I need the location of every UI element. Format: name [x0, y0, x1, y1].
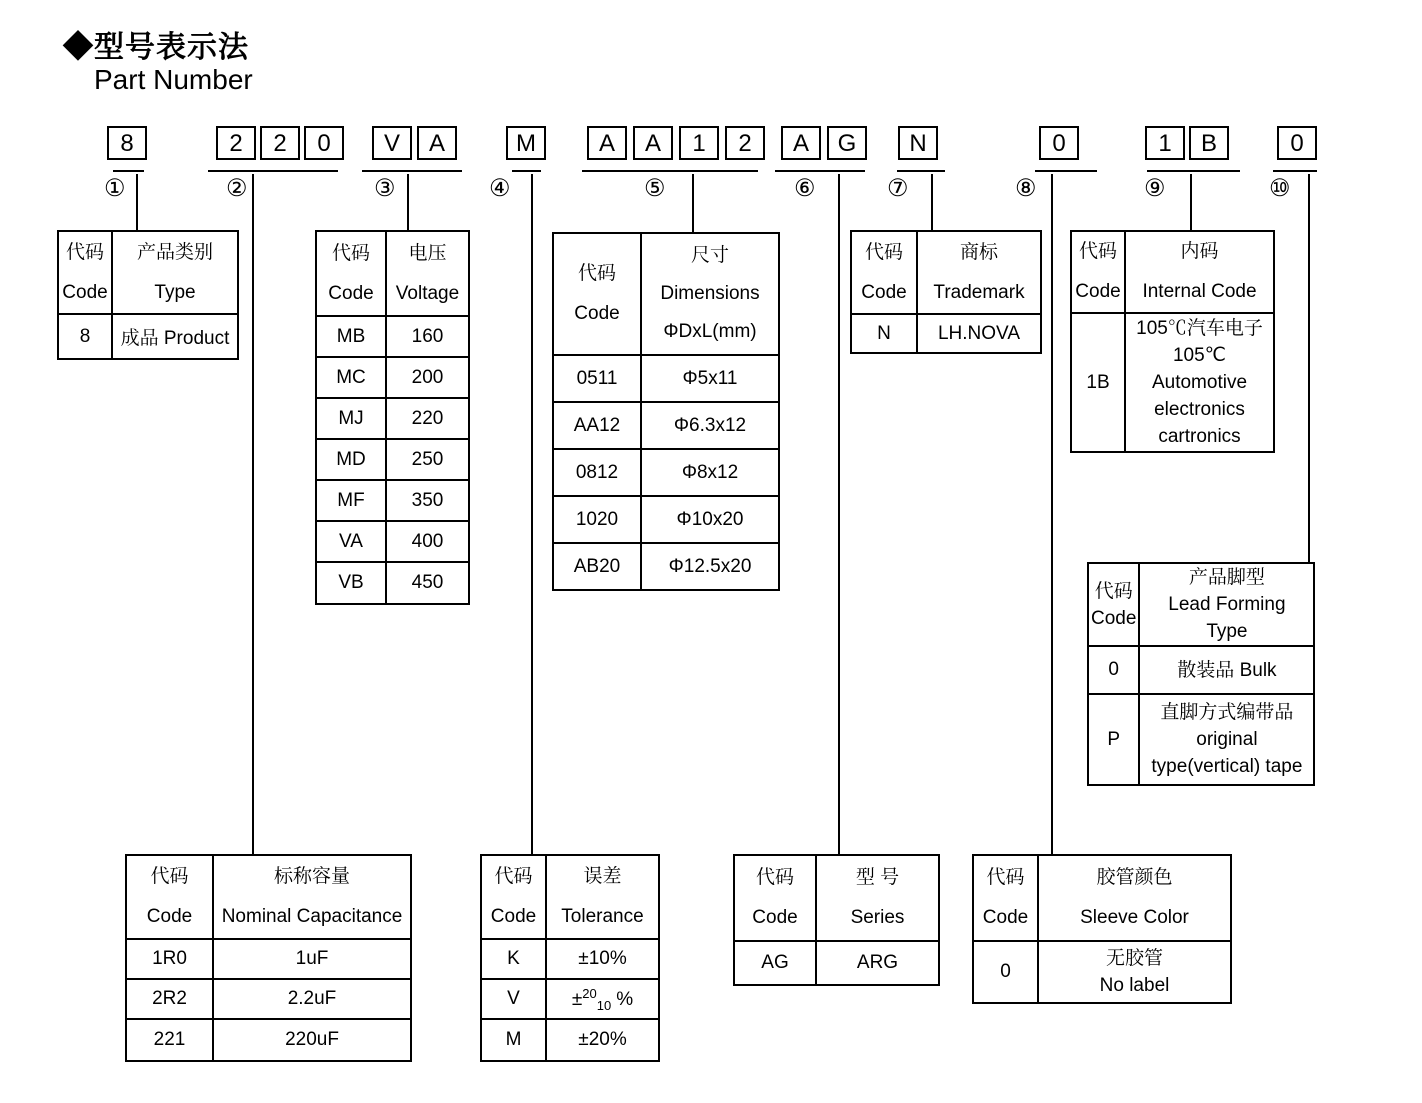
dimensions-code: AB20	[553, 543, 641, 590]
table-row	[553, 449, 779, 496]
position-label-3: ③	[374, 175, 396, 202]
pn-char-box: A	[587, 126, 627, 160]
underline	[113, 170, 144, 172]
table-row	[316, 562, 469, 604]
underline	[897, 170, 945, 172]
type-table	[57, 230, 239, 360]
lead-code-header: 代码 Code	[1088, 563, 1139, 646]
pn-char-box: 8	[107, 126, 147, 160]
voltage-code: VA	[316, 521, 386, 562]
tolerance-table	[480, 854, 660, 1062]
capacitance-value: 220uF	[213, 1019, 411, 1061]
table-row	[126, 979, 411, 1019]
type-code-header: 代码 Code	[58, 231, 112, 314]
tolerance-code: M	[481, 1019, 546, 1061]
table-row	[481, 979, 659, 1019]
table-row	[316, 357, 469, 398]
page-title-en: Part Number	[94, 64, 253, 95]
voltage-code: MF	[316, 480, 386, 521]
pn-char-box: N	[898, 126, 938, 160]
voltage-value: 220	[386, 398, 469, 439]
internal-value: 105℃汽车电子 105℃ Automotive electronics cartronics	[1125, 313, 1274, 452]
dimensions-value: Φ10x20	[641, 496, 779, 543]
table-row	[553, 402, 779, 449]
voltage-value: 200	[386, 357, 469, 398]
pn-char-box: 1	[1145, 126, 1185, 160]
lead-code: P	[1088, 694, 1139, 785]
tolerance-value: ±20%	[546, 1019, 659, 1061]
sleeve-value: 无胶管 No label	[1038, 941, 1231, 1003]
tolerance-code: K	[481, 939, 546, 979]
table-row	[734, 941, 939, 985]
internal-code-table	[1070, 230, 1275, 453]
dimensions-code: 0511	[553, 355, 641, 402]
series-value: ARG	[816, 941, 939, 985]
table-row	[316, 398, 469, 439]
table-row	[316, 521, 469, 562]
pn-char-box: 1	[679, 126, 719, 160]
table-row	[481, 1019, 659, 1061]
position-label-5: ⑤	[644, 175, 666, 202]
voltage-table	[315, 230, 470, 605]
type-code: 8	[58, 314, 112, 359]
connector-line-7	[931, 174, 933, 230]
table-row	[481, 939, 659, 979]
dimensions-value: Φ8x12	[641, 449, 779, 496]
voltage-code: VB	[316, 562, 386, 604]
trademark-value: LH.NOVA	[917, 314, 1041, 353]
trademark-table	[850, 230, 1042, 354]
pn-char-box: 2	[725, 126, 765, 160]
series-code-header: 代码 Code	[734, 855, 816, 941]
lead-value: 散装品 Bulk	[1139, 646, 1314, 694]
tolerance-code-header: 代码 Code	[481, 855, 546, 939]
sleeve-code-header: 代码 Code	[973, 855, 1038, 941]
series-header: 型 号 Series	[816, 855, 939, 941]
capacitance-value: 1uF	[213, 939, 411, 979]
connector-line-5	[692, 174, 694, 232]
sleeve-header: 胶管颜色 Sleeve Color	[1038, 855, 1231, 941]
pn-char-box: A	[633, 126, 673, 160]
position-label-10: ⑩	[1269, 175, 1291, 202]
pn-char-box: M	[506, 126, 546, 160]
pn-char-box: B	[1189, 126, 1229, 160]
underline	[1273, 170, 1317, 172]
voltage-code: MD	[316, 439, 386, 480]
pn-char-box: A	[417, 126, 457, 160]
pn-char-box: A	[781, 126, 821, 160]
tolerance-value: ±$^{20}_{10}$ %	[546, 979, 659, 1019]
type-value: 成品 Product	[112, 314, 238, 359]
internal-code: 1B	[1071, 313, 1125, 452]
voltage-code: MC	[316, 357, 386, 398]
connector-line-6	[838, 174, 840, 854]
table-row	[553, 543, 779, 590]
table-row	[126, 939, 411, 979]
type-header: 产品类别 Type	[112, 231, 238, 314]
underline	[1147, 170, 1240, 172]
dimensions-code-header: 代码 Code	[553, 233, 641, 355]
table-row	[851, 314, 1041, 353]
dimensions-table	[552, 232, 780, 591]
capacitance-header: 标称容量 Nominal Capacitance	[213, 855, 411, 939]
underline	[208, 170, 338, 172]
capacitance-code-header: 代码 Code	[126, 855, 213, 939]
series-table	[733, 854, 940, 986]
lead-value: 直脚方式编带品 original type(vertical) tape	[1139, 694, 1314, 785]
table-row	[553, 355, 779, 402]
table-row	[316, 480, 469, 521]
pn-char-box: 2	[260, 126, 300, 160]
connector-line-3	[407, 174, 409, 230]
voltage-value: 250	[386, 439, 469, 480]
underline	[1035, 170, 1097, 172]
dimensions-code: 1020	[553, 496, 641, 543]
position-label-9: ⑨	[1144, 175, 1166, 202]
pn-char-box: 0	[1277, 126, 1317, 160]
underline	[362, 170, 462, 172]
table-row	[1071, 313, 1274, 452]
table-row	[1088, 646, 1314, 694]
voltage-value: 450	[386, 562, 469, 604]
tolerance-header: 误差 Tolerance	[546, 855, 659, 939]
tolerance-code: V	[481, 979, 546, 1019]
voltage-code-header: 代码 Code	[316, 231, 386, 316]
underline	[775, 170, 865, 172]
capacitance-value: 2.2uF	[213, 979, 411, 1019]
connector-line-10	[1308, 174, 1310, 562]
sleeve-color-table	[972, 854, 1232, 1004]
connector-line-4	[531, 174, 533, 854]
pn-char-box: 0	[1039, 126, 1079, 160]
connector-line-2	[252, 174, 254, 854]
dimensions-value: Φ5x11	[641, 355, 779, 402]
position-label-8: ⑧	[1015, 175, 1037, 202]
table-row	[316, 316, 469, 357]
trademark-code: N	[851, 314, 917, 353]
series-code: AG	[734, 941, 816, 985]
internal-header: 内码 Internal Code	[1125, 231, 1274, 313]
voltage-value: 400	[386, 521, 469, 562]
table-row	[126, 1019, 411, 1061]
position-label-2: ②	[226, 175, 248, 202]
lead-forming-table	[1087, 562, 1315, 786]
voltage-value: 160	[386, 316, 469, 357]
pn-char-box: G	[827, 126, 867, 160]
internal-code-header: 代码 Code	[1071, 231, 1125, 313]
dimensions-code: AA12	[553, 402, 641, 449]
underline	[512, 170, 541, 172]
capacitance-table	[125, 854, 412, 1062]
dimensions-code: 0812	[553, 449, 641, 496]
table-row	[58, 314, 238, 359]
table-row	[316, 439, 469, 480]
capacitance-code: 221	[126, 1019, 213, 1061]
trademark-code-header: 代码 Code	[851, 231, 917, 314]
table-row	[1088, 694, 1314, 785]
voltage-code: MB	[316, 316, 386, 357]
lead-header: 产品脚型 Lead Forming Type	[1139, 563, 1314, 646]
pn-char-box: 2	[216, 126, 256, 160]
dimensions-header: 尺寸 Dimensions ΦDxL(mm)	[641, 233, 779, 355]
position-label-6: ⑥	[794, 175, 816, 202]
table-row	[973, 941, 1231, 1003]
connector-line-9	[1190, 174, 1192, 230]
tolerance-value: ±10%	[546, 939, 659, 979]
dimensions-value: Φ6.3x12	[641, 402, 779, 449]
connector-line-1	[136, 174, 138, 230]
capacitance-code: 1R0	[126, 939, 213, 979]
voltage-code: MJ	[316, 398, 386, 439]
voltage-value: 350	[386, 480, 469, 521]
pn-char-box: V	[372, 126, 412, 160]
pn-char-box: 0	[304, 126, 344, 160]
lead-code: 0	[1088, 646, 1139, 694]
table-row	[553, 496, 779, 543]
dimensions-value: Φ12.5x20	[641, 543, 779, 590]
underline	[582, 170, 758, 172]
connector-line-8	[1051, 174, 1053, 854]
sleeve-code: 0	[973, 941, 1038, 1003]
position-label-1: ①	[104, 175, 126, 202]
trademark-header: 商标 Trademark	[917, 231, 1041, 314]
position-label-7: ⑦	[887, 175, 909, 202]
page-title-cn: ◆型号表示法	[63, 31, 249, 64]
capacitance-code: 2R2	[126, 979, 213, 1019]
position-label-4: ④	[489, 175, 511, 202]
voltage-header: 电压 Voltage	[386, 231, 469, 316]
